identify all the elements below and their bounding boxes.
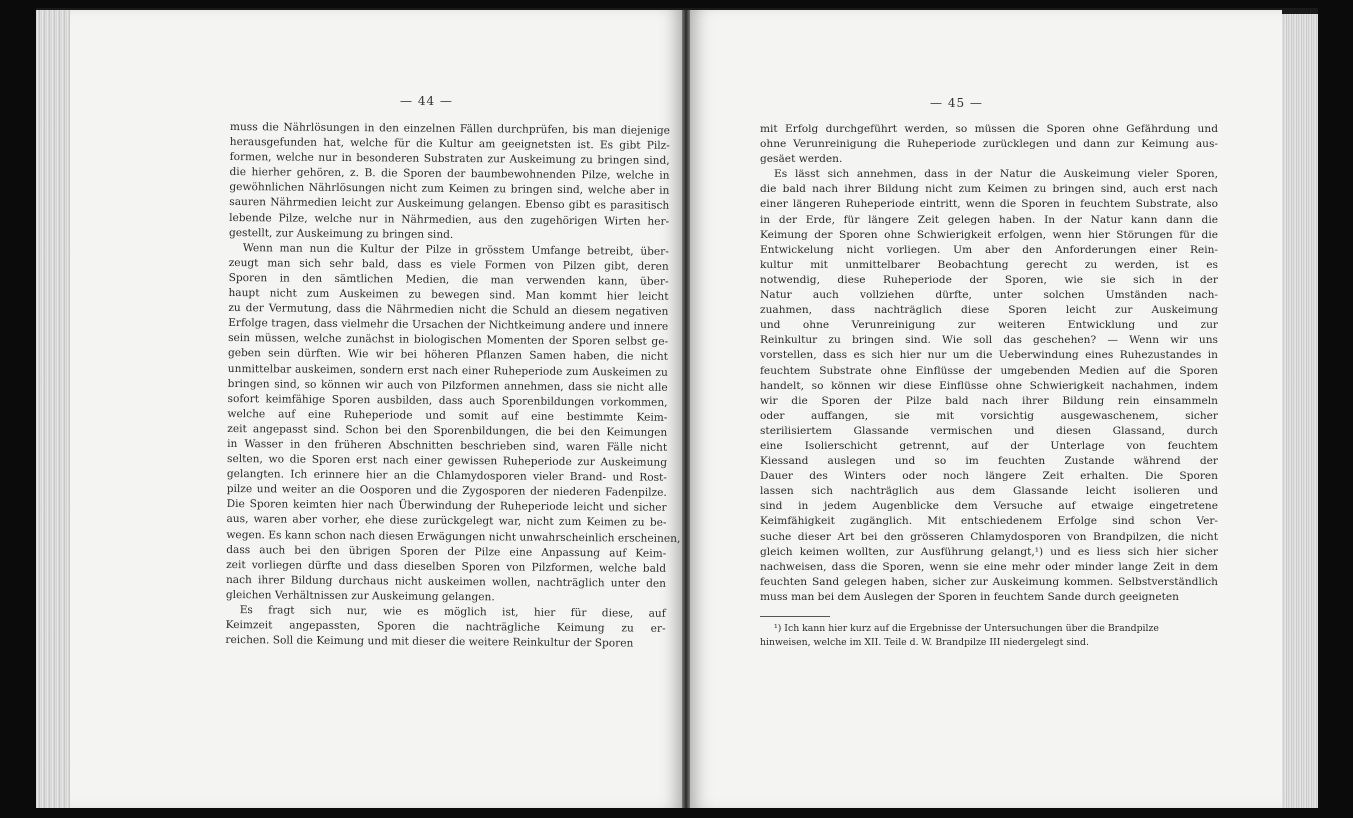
text-line: Erfolge tragen, dass vielmehr die Ursachen der Nichtkeimung andere und innere xyxy=(228,317,669,334)
text-line: gesäet werden. xyxy=(760,153,843,166)
footnote-line: hinweisen, welche im XII. Teile d. W. Brandpilze III niedergelegt sind. xyxy=(760,637,1089,648)
text-line: wegen. Es kann schon nach diesen Erwägungen nicht unwahrscheinlich erscheinen, xyxy=(226,528,681,545)
text-line: aus, waren aber vorher, ehe diese zurückgelegt war, nicht zum Keimen zu be- xyxy=(226,513,667,530)
text-line: zu der Vermutung, dass die Nährmedien nicht die Schuld an diesem negativen xyxy=(228,302,669,318)
text-line: zeit vorliegen dürfte und dass dieselben Sporen von Pilzformen, welche bald xyxy=(226,558,667,575)
text-line: gleichen Verhältnissen zur Auskeimung gelangen. xyxy=(225,588,495,604)
body-text xyxy=(225,120,681,652)
text-line: Es lässt sich annehmen, dass in der Natur die Auskeimung vieler Sporen, xyxy=(774,168,1218,181)
text-line: geben sein dürften. Wie wir bei höheren Pflanzen Samen haben, die nicht xyxy=(227,347,668,364)
text-line: pilze und weiter an die Oosporen und die Zygosporen der niederen Fadenpilze. xyxy=(226,483,667,500)
text-line: herausgefunden hat, welche für die Kultur am geeignetsten ist. Es gibt Pilz- xyxy=(229,136,670,152)
text-line: zeit angepasst sind. Schon bei den Sporenbildungen, die bei den Keimungen xyxy=(227,422,668,439)
text-line: sein müssen, welche zunächst in biologischen Momenten der Sporen selbst ge- xyxy=(228,332,669,349)
text-line: die hierher gehören, z. B. die Sporen der baumbewohnenden Pilze, welche in xyxy=(229,166,670,183)
text-line: bringen sind, so können wir auch von Pilzformen annehmen, dass sie nicht alle xyxy=(227,377,668,394)
text-line: und ohne Verunreinigung zur weiteren Entwicklung und zur xyxy=(760,319,1218,332)
page-number: — 44 — xyxy=(400,94,453,108)
text-line: Die Sporen keimten hier nach Überwindung der Ruheperiode leicht und sicher xyxy=(226,498,667,515)
page-number: — 45 — xyxy=(930,96,983,110)
right-page xyxy=(690,10,1282,808)
text-line: nach ihrer Bildung durchaus nicht auskeimen wollen, nachträglich unter den xyxy=(225,573,667,590)
text-line: Keimzeit angepassten, Sporen die nachträgliche Keimung zu er- xyxy=(225,619,666,635)
text-line: formen, welche nur in besonderen Substraten zur Auskeimung zu bringen sind, xyxy=(229,151,670,168)
text-line: nachweisen, dass die Sporen, wenn sie eine mehr oder minder lange Zeit in dem xyxy=(760,560,1218,573)
book-gutter xyxy=(682,10,690,808)
text-line: Natur auch vollziehen dürfte, unter solchen Umständen nach- xyxy=(760,289,1218,302)
text-line: kultur mit unmittelbarer Beobachtung gerecht zu werden, ist es xyxy=(760,258,1218,271)
text-line: einer längeren Ruheperiode eintritt, wenn die Sporen in feuchtem Substrate, also xyxy=(760,198,1218,211)
text-line: zeugt man sich sehr bald, dass es viele Formen von Pilzen gibt, deren xyxy=(228,256,669,273)
text-line: welche auf eine Ruheperiode und somit auf eine bestimmte Keim- xyxy=(227,407,668,424)
text-line: sofort keimfähige Sporen ausbilden, dass auch Sporenbildungen vorkommen, xyxy=(227,392,668,409)
body-text xyxy=(760,122,1218,605)
text-line: suche dieser Art bei den grösseren Chlamydosporen von Brandpilzen, die nicht xyxy=(760,530,1218,543)
text-line: Reinkultur zu bringen sind. Wie soll das geschehen? — Wenn wir uns xyxy=(760,334,1218,347)
text-line: handelt, so können wir diese Einflüsse ohne Schwierigkeit nachahmen, indem xyxy=(760,379,1218,392)
left-page xyxy=(70,10,682,808)
text-line: haupt nicht zum Auskeimen zu bewegen sind. Man kommt hier leicht xyxy=(228,287,669,303)
left-page-edges xyxy=(36,10,70,808)
text-line: zuahmen, dass nachträglich diese Sporen leicht zur Auskeimung xyxy=(760,304,1218,317)
text-line: muss man bei dem Auslegen der Sporen in feuchtem Sande durch geeigneten xyxy=(760,590,1179,603)
text-line: oder auffangen, sie mit vorsichtig ausgewaschenem, sicher xyxy=(760,409,1218,422)
text-line: muss die Nährlösungen in den einzelnen Fällen durchprüfen, bis man diejenige xyxy=(229,120,670,137)
text-line: feuchten Sand gelegen haben, sicher zur Auskeimung kommen. Selbstverständlich xyxy=(760,575,1218,588)
text-line: sind in jedem Augenblicke dem Versuche auf etwaige eingetretene xyxy=(760,500,1218,513)
text-line: die bald nach ihrer Bildung nicht zum Keimen zu bringen sind, auch erst nach xyxy=(760,183,1218,196)
text-line: in der Erde, für längere Zeit gelegen haben. In der Natur kann dann die xyxy=(760,213,1218,226)
text-line: Entwickelung nicht vorliegen. Um aber den Anforderungen einer Rein- xyxy=(760,243,1218,256)
text-line: eine Isolierschicht getrennt, auf der Unterlage von feuchtem xyxy=(760,439,1218,452)
text-line: mit Erfolg durchgeführt werden, so müssen die Sporen ohne Gefährdung und xyxy=(760,123,1218,135)
text-line: Keimung der Sporen ohne Schwierigkeit erfolgen, wenn hier Störungen für die xyxy=(760,228,1218,241)
text-line: vorstellen, dass es sich hier nur um die Ueberwindung eines Ruhezustandes in xyxy=(760,349,1218,362)
text-line: gewöhnlichen Nährlösungen nicht zum Keimen zu bringen sind, welche aber in xyxy=(229,181,670,198)
text-line: Wenn man nun die Kultur der Pilze in grösstem Umfange betreibt, über- xyxy=(242,241,669,258)
text-line: dass auch bei den übrigen Sporen der Pilze eine Anpassung auf Keim- xyxy=(226,543,667,560)
text-line: selten, wo die Sporen erst nach einer gewissen Ruheperiode zur Auskeimung xyxy=(226,453,668,469)
footnote-line: ¹) Ich kann hier kurz auf die Ergebnisse der Untersuchungen über die Brandpilze xyxy=(774,623,1159,634)
text-line: gelangten. Ich erinnere hier an die Chlamydosporen vieler Brand- und Rost- xyxy=(226,468,667,484)
text-line: ohne Verunreinigung die Ruheperiode zurücklegen und dann zur Keimung aus- xyxy=(760,138,1218,151)
text-line: lassen sich nachträglich aus dem Glassande leicht isolieren und xyxy=(760,485,1218,498)
text-line: sterilisiertem Glassande vermischen und diesen Glassand, durch xyxy=(760,424,1218,437)
footnote xyxy=(760,622,1218,650)
footnote-rule xyxy=(760,616,830,617)
text-line: Kiessand auslegen und so im feuchten Zustande während der xyxy=(760,455,1218,468)
text-line: unmittelbar auskeimen, sondern erst nach einer Ruheperiode zum Auskeimen zu xyxy=(227,362,668,379)
text-line: Es fragt sich nur, wie es möglich ist, hier für diese, auf xyxy=(239,604,666,620)
text-line: Dauer des Winters oder noch längere Zeit erhalten. Die Sporen xyxy=(760,470,1218,483)
text-line: gleich keimen wollten, zur Ausführung gelangt,¹) und es liess sich hier sicher xyxy=(760,545,1218,558)
text-line: sauren Nährmedien leicht zur Auskeimung gelangen. Ebenso gibt es parasitisch xyxy=(229,196,670,213)
text-line: gestellt, zur Auskeimung zu bringen sind. xyxy=(228,226,454,241)
text-line: feuchtem Substrate ohne Einflüsse der umgebenden Medien auf die Sporen xyxy=(760,364,1218,377)
text-line: lebende Pilze, welche nur in Nährmedien, aus den zugehörigen Wirten her- xyxy=(229,211,670,228)
text-line: Sporen in den sämtlichen Medien, die man verwenden kann, über- xyxy=(228,271,669,288)
text-line: reichen. Soll die Keimung und mit dieser die weitere Reinkultur der Sporen xyxy=(225,634,634,650)
text-line: Keimfähigkeit zugänglich. Mit entschiedenem Erfolge sind schon Ver- xyxy=(760,515,1218,528)
right-page-edges xyxy=(1282,14,1318,808)
text-line: in Wasser in den früheren Abschnitten beschrieben sind, waren Fälle nicht xyxy=(227,437,668,454)
text-line: notwendig, diese Ruheperiode der Sporen, wie sie sich in der xyxy=(760,273,1218,286)
text-line: wir die Sporen der Pilze bald nach ihrer Bildung rein einsammeln xyxy=(760,394,1218,407)
